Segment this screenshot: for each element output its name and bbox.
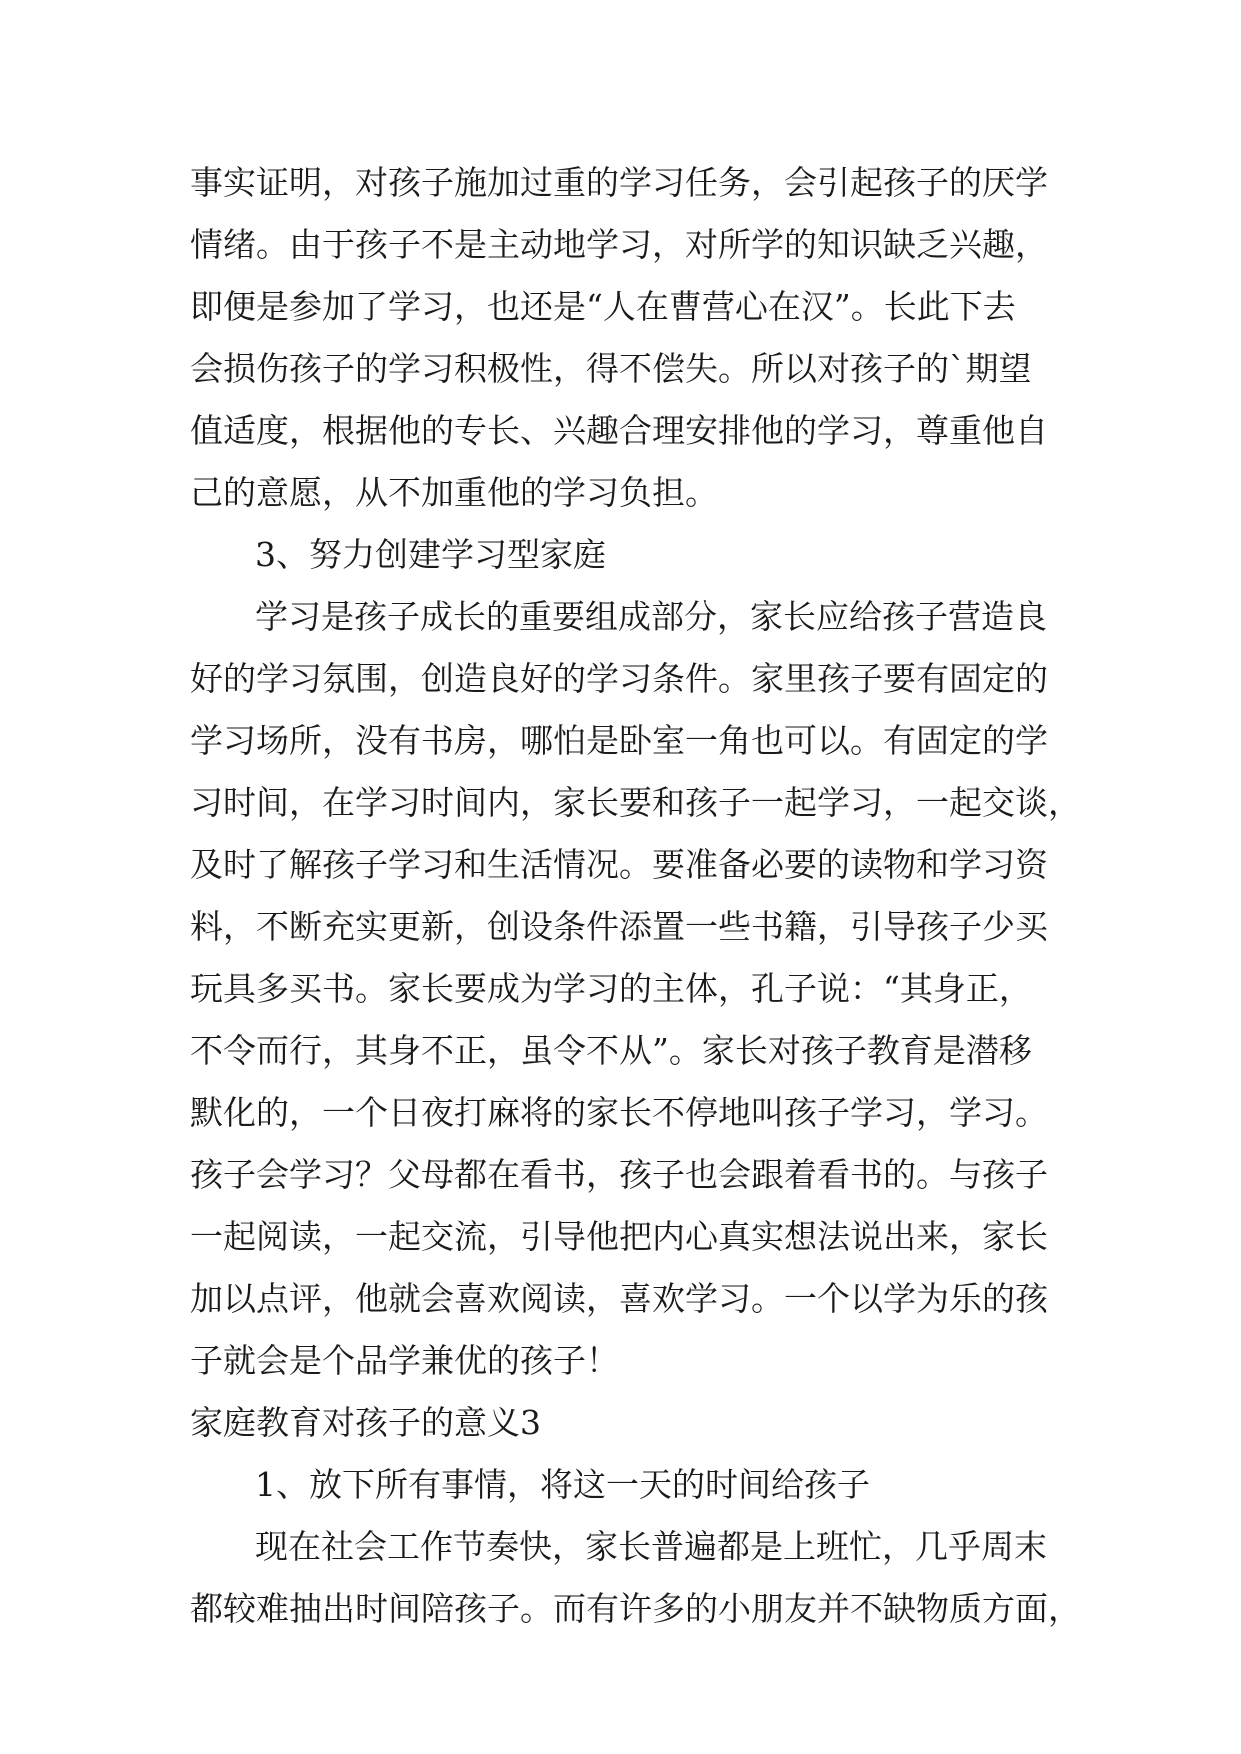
paragraph-line: 一起阅读，一起交流，引导他把内心真实想法说出来，家长 (190, 1217, 1048, 1256)
paragraph-line: 都较难抽出时间陪孩子。而有许多的小朋友并不缺物质方面， (190, 1589, 1081, 1628)
paragraph-line: 学习是孩子成长的重要组成部分，家长应给孩子营造良 (255, 597, 1047, 636)
paragraph-line: 即便是参加了学习，也还是“人在曹营心在汉”。长此下去 (190, 287, 1016, 326)
paragraph-line: 子就会是个品学兼优的孩子！ (190, 1341, 619, 1380)
paragraph-line: 值适度，根据他的专长、兴趣合理安排他的学习，尊重他自 (190, 411, 1048, 450)
paragraph-line: 不令而行，其身不正，虽令不从”。家长对孩子教育是潜移 (190, 1031, 1032, 1070)
paragraph-line: 料，不断充实更新，创设条件添置一些书籍，引导孩子少买 (190, 907, 1048, 946)
paragraph-line: 习时间，在学习时间内，家长要和孩子一起学习，一起交谈， (190, 783, 1081, 822)
subheading: 3、努力创建学习型家庭 (255, 535, 606, 574)
paragraph-line: 情绪。由于孩子不是主动地学习，对所学的知识缺乏兴趣， (190, 225, 1048, 264)
paragraph-line: 现在社会工作节奏快，家长普遍都是上班忙，几乎周末 (255, 1527, 1047, 1566)
paragraph-line: 己的意愿，从不加重他的学习负担。 (190, 473, 718, 512)
paragraph-line: 好的学习氛围，创造良好的学习条件。家里孩子要有固定的 (190, 659, 1048, 698)
paragraph-line: 孩子会学习？父母都在看书，孩子也会跟着看书的。与孩子 (190, 1155, 1048, 1194)
section-title: 家庭教育对孩子的意义3 (190, 1403, 541, 1442)
paragraph-line: 学习场所，没有书房，哪怕是卧室一角也可以。有固定的学 (190, 721, 1048, 760)
paragraph-line: 事实证明，对孩子施加过重的学习任务，会引起孩子的厌学 (190, 163, 1048, 202)
paragraph-line: 玩具多买书。家长要成为学习的主体，孔子说：“其身正， (190, 969, 1032, 1008)
subheading: 1、放下所有事情，将这一天的时间给孩子 (255, 1465, 870, 1504)
paragraph-line: 会损伤孩子的学习积极性，得不偿失。所以对孩子的`期望 (190, 349, 1032, 388)
paragraph-line: 加以点评，他就会喜欢阅读，喜欢学习。一个以学为乐的孩 (190, 1279, 1048, 1318)
paragraph-line: 及时了解孩子学习和生活情况。要准备必要的读物和学习资 (190, 845, 1048, 884)
paragraph-line: 默化的，一个日夜打麻将的家长不停地叫孩子学习，学习。 (190, 1093, 1048, 1132)
